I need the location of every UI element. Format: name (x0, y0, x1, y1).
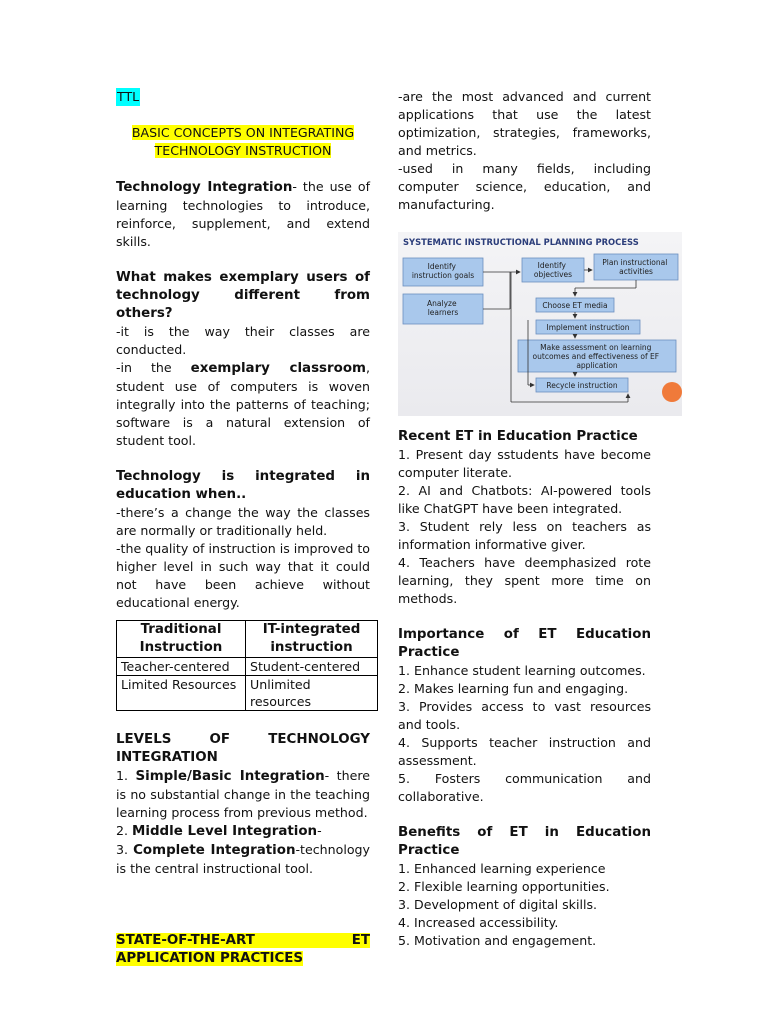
level-item: 3. Complete Integration-technology is the central instructional tool. (116, 842, 370, 876)
list-item: 2. Makes learning fun and engaging. (398, 681, 629, 696)
doc-title-line1: BASIC CONCEPTS ON INTEGRATING (131, 125, 355, 140)
list-item: 2. AI and Chatbots: AI-powered tools like ChatGPT have been integrated. (398, 483, 651, 516)
state-of-the-art-title: STATE-OF-THE-ART ET APPLICATION PRACTICES (116, 933, 370, 966)
box-recycle: Recycle instruction (546, 381, 618, 390)
box-implement: Implement instruction (546, 323, 630, 332)
list-item: 5. Fosters communication and collaborative. (398, 771, 651, 804)
svg-text:Identify objectives (534, 261, 572, 279)
exemplary-classroom-term: exemplary classroom (190, 361, 366, 376)
list-item: 4. Supports teacher instruction and assessment. (398, 735, 651, 768)
ttl-tag: TTL (117, 89, 140, 104)
levels-title: LEVELS OF TECHNOLOGY INTEGRATION (116, 732, 370, 765)
box-plan-activities-l2: activities (619, 267, 653, 276)
box-assessment-l1: Make assessment on learning (540, 343, 652, 352)
list-item: 4. Teachers have deemphasized rote learning, they spent more time on methods. (398, 555, 651, 606)
table-header-cell: Traditional Instruction (117, 621, 246, 658)
box-assessment-l2: outcomes and effectiveness of EF (532, 352, 660, 361)
question-exemplary-users: What makes exemplary users of technology different from others? (116, 270, 370, 321)
left-column (116, 88, 370, 968)
answer-1: -it is the way their classes are conducted. (116, 324, 370, 357)
importance-title: Importance of ET Education Practice (398, 627, 651, 660)
table-cell: Limited Resources (117, 676, 246, 711)
instructional-planning-diagram (398, 232, 682, 416)
list-item: 3. Development of digital skills. (398, 897, 598, 912)
table-row (117, 658, 378, 676)
table-cell: Unlimited resources (246, 676, 378, 711)
box-identify-goals-l2: instruction goals (411, 271, 475, 280)
box-analyze-learners-l1: Analyze (427, 299, 457, 308)
svg-text:Analyze learners (427, 299, 459, 317)
list-item: 3. Provides access to vast resources and tools. (398, 699, 651, 732)
box-analyze-learners-l2: learners (427, 308, 459, 317)
box-identify-objectives-l2: objectives (533, 270, 573, 279)
benefits-title: Benefits of ET in Education Practice (398, 825, 651, 858)
list-item: 1. Enhanced learning experience (398, 861, 606, 876)
box-plan-activities-l1: Plan instructional (602, 258, 668, 267)
table-cell: Teacher-centered (117, 658, 246, 676)
comparison-table (116, 620, 378, 711)
definition-text: - the use of learning technologies to introduce, reinforce, supplement, and extend skills. (116, 179, 370, 249)
intro-paragraph-1: -are the most advanced and current applications that use the latest optimization, strategies, frameworks, and metrics. (398, 89, 651, 158)
list-item: 5. Motivation and engagement. (398, 933, 597, 948)
box-identify-objectives-l1: Identify (537, 261, 566, 270)
list-item: 1. Enhance student learning outcomes. (398, 663, 646, 678)
list-item: 3. Student rely less on teachers as information informative giver. (398, 519, 651, 552)
diagram-title: SYSTEMATIC INSTRUCTIONAL PLANNING PROCESS (403, 237, 639, 247)
right-column (398, 88, 668, 950)
doc-title-line2: TECHNOLOGY INSTRUCTION (154, 143, 332, 158)
list-item: 2. Flexible learning opportunities. (398, 879, 610, 894)
list-item: 1. Present day sstudents have become computer literate. (398, 447, 651, 480)
box-choose-media: Choose ET media (542, 301, 608, 310)
answer-4: -the quality of instruction is improved to higher level in such way that it could not have been achieve without educational energy. (116, 541, 370, 610)
box-identify-goals-l1: Identify (427, 262, 456, 271)
table-header-row (117, 621, 378, 658)
answer-3: -there’s a change the way the classes are normally or traditionally held. (116, 505, 370, 538)
table-row (117, 676, 378, 711)
list-item: 4. Increased accessibility. (398, 915, 559, 930)
definition-paragraph (116, 178, 370, 251)
table-cell: Student-centered (246, 658, 378, 676)
diagram-decor-dot (662, 382, 682, 402)
answer-2: -in the exemplary classroom, student use of computers is woven integrally into the patterns of teaching; software is a natural extension of student tool. (116, 360, 370, 448)
intro-paragraph-2: -used in many fields, including computer science, education, and manufacturing. (398, 161, 651, 212)
question-integrated-when: Technology is integrated in education when.. (116, 469, 370, 502)
box-assessment-l3: application (576, 361, 618, 370)
table-header-cell: IT-integrated instruction (246, 621, 378, 658)
level-item: 2. Middle Level Integration- (116, 823, 322, 839)
recent-title: Recent ET in Education Practice (398, 429, 638, 444)
definition-term: Technology Integration (116, 180, 293, 195)
level-item: 1. Simple/Basic Integration- there is no substantial change in the teaching learning process from previous method. (116, 768, 370, 820)
